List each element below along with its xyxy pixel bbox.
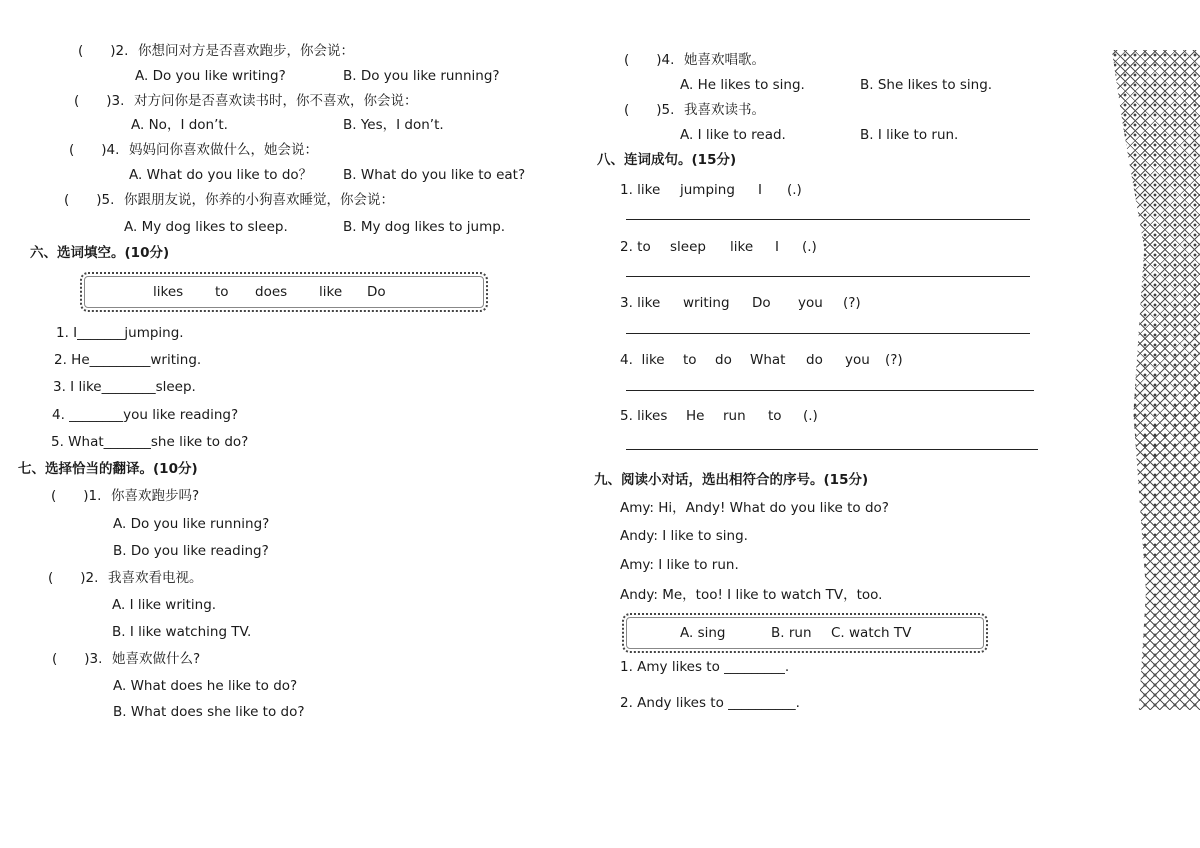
scrambled-word: like <box>730 239 754 255</box>
option-b: B. What do you like to eat? <box>343 167 526 183</box>
answer-line[interactable] <box>626 276 1030 277</box>
scrambled-word: (.) <box>802 239 817 255</box>
option-a: A. No，I don’t. <box>131 117 228 133</box>
word-bank-item: does <box>255 284 288 300</box>
option-a: A. My dog likes to sleep. <box>124 219 288 235</box>
scrambled-word: to <box>683 352 697 368</box>
answer-paren[interactable]: ( )1. <box>51 488 102 504</box>
option-b: B. I like to run. <box>860 127 959 143</box>
scrambled-word: you <box>798 295 823 311</box>
scrambled-word: (?) <box>885 352 903 368</box>
answer-paren[interactable]: ( )5. <box>624 102 675 118</box>
answer-paren[interactable]: ( )3. <box>52 651 103 667</box>
answer-paren[interactable]: ( )4. <box>624 52 675 68</box>
option-b: B. Do you like running? <box>343 68 500 84</box>
fill-blank-item[interactable]: 3. I like________sleep. <box>53 379 196 395</box>
option-a: A. Do you like writing? <box>135 68 286 84</box>
answer-paren[interactable]: ( )2. <box>48 570 99 586</box>
option-b: B. What does she like to do? <box>113 704 305 720</box>
reading-question[interactable]: 2. Andy likes to __________. <box>620 695 800 711</box>
fill-blank-item[interactable]: 4. ________you like reading? <box>52 407 239 423</box>
word-bank-item: A. sing <box>680 625 726 641</box>
word-bank-6 <box>80 272 488 312</box>
fill-blank-item[interactable]: 2. He_________writing. <box>54 352 202 368</box>
option-a: A. I like writing. <box>112 597 217 613</box>
dialog-line: Amy: Hi，Andy! What do you like to do? <box>620 500 889 516</box>
word-bank-item: Do <box>367 284 386 300</box>
question-text: 她喜欢做什么? <box>112 651 201 667</box>
answer-line[interactable] <box>626 390 1034 391</box>
option-a: A. What do you like to do？ <box>129 167 313 183</box>
dialog-line: Andy: Me，too! I like to watch TV，too. <box>620 587 883 603</box>
section-8-heading: 八、连词成句。(15分) <box>597 152 737 168</box>
scrambled-word: What <box>750 352 786 368</box>
word-bank-item: likes <box>153 284 184 300</box>
section-6-heading: 六、选词填空。(10分) <box>30 245 170 261</box>
answer-line[interactable] <box>626 219 1030 220</box>
scrambled-word: 1. like <box>620 182 661 198</box>
answer-line[interactable] <box>626 449 1038 450</box>
binding-pattern <box>1110 50 1200 710</box>
scrambled-word: sleep <box>670 239 706 255</box>
question-text: 你跟朋友说，你养的小狗喜欢睡觉，你会说： <box>124 192 394 208</box>
scrambled-word: to <box>768 408 782 424</box>
word-bank-9 <box>622 613 988 653</box>
question-text: 对方问你是否喜欢读书时，你不喜欢，你会说： <box>134 93 418 109</box>
scrambled-word: (.) <box>803 408 818 424</box>
reading-question[interactable]: 1. Amy likes to _________. <box>620 659 790 675</box>
option-a: A. He likes to sing. <box>680 77 805 93</box>
option-b: B. My dog likes to jump. <box>343 219 506 235</box>
fill-blank-item[interactable]: 5. What_______she like to do? <box>51 434 249 450</box>
option-a: A. What does he like to do? <box>113 678 298 694</box>
section-9-heading: 九、阅读小对话，选出相符合的序号。(15分) <box>594 472 869 488</box>
answer-paren[interactable]: ( )4. <box>69 142 120 158</box>
question-text: 你喜欢跑步吗? <box>111 488 200 504</box>
dialog-line: Amy: I like to run. <box>620 557 739 573</box>
question-text: 她喜欢唱歌。 <box>684 52 765 68</box>
word-bank-item: like <box>319 284 343 300</box>
fill-blank-item[interactable]: 1. I_______jumping. <box>56 325 184 341</box>
answer-paren[interactable]: ( )3. <box>74 93 125 109</box>
scrambled-word: I <box>758 182 762 198</box>
scrambled-word: He <box>686 408 705 424</box>
scrambled-word: 5. likes <box>620 408 668 424</box>
word-bank-item: to <box>215 284 229 300</box>
answer-paren[interactable]: ( )5. <box>64 192 115 208</box>
scrambled-word: 4. like <box>620 352 665 368</box>
question-text: 妈妈问你喜欢做什么，她会说： <box>129 142 318 158</box>
option-a: A. I like to read. <box>680 127 786 143</box>
option-b: B. She likes to sing. <box>860 77 993 93</box>
scrambled-word: run <box>723 408 746 424</box>
question-text: 我喜欢读书。 <box>684 102 765 118</box>
word-bank-item: C. watch TV <box>831 625 912 641</box>
answer-line[interactable] <box>626 333 1030 334</box>
option-b: B. I like watching TV. <box>112 624 252 640</box>
option-a: A. Do you like running? <box>113 516 270 532</box>
scrambled-word: (.) <box>787 182 802 198</box>
scrambled-word: jumping <box>680 182 735 198</box>
dialog-line: Andy: I like to sing. <box>620 528 748 544</box>
section-7-heading: 七、选择恰当的翻译。(10分) <box>18 461 198 477</box>
scrambled-word: you <box>845 352 870 368</box>
option-b: B. Do you like reading? <box>113 543 269 559</box>
word-bank-item: B. run <box>771 625 812 641</box>
question-text: 我喜欢看电视。 <box>108 570 203 586</box>
scrambled-word: Do <box>752 295 771 311</box>
scrambled-word: 3. like <box>620 295 661 311</box>
question-text: 你想问对方是否喜欢跑步，你会说： <box>138 43 354 59</box>
scrambled-word: (?) <box>843 295 861 311</box>
option-b: B. Yes，I don’t. <box>343 117 444 133</box>
scrambled-word: 2. to <box>620 239 651 255</box>
scrambled-word: do <box>715 352 732 368</box>
answer-paren[interactable]: ( )2. <box>78 43 129 59</box>
scrambled-word: do <box>806 352 823 368</box>
scrambled-word: I <box>775 239 779 255</box>
scrambled-word: writing <box>683 295 730 311</box>
